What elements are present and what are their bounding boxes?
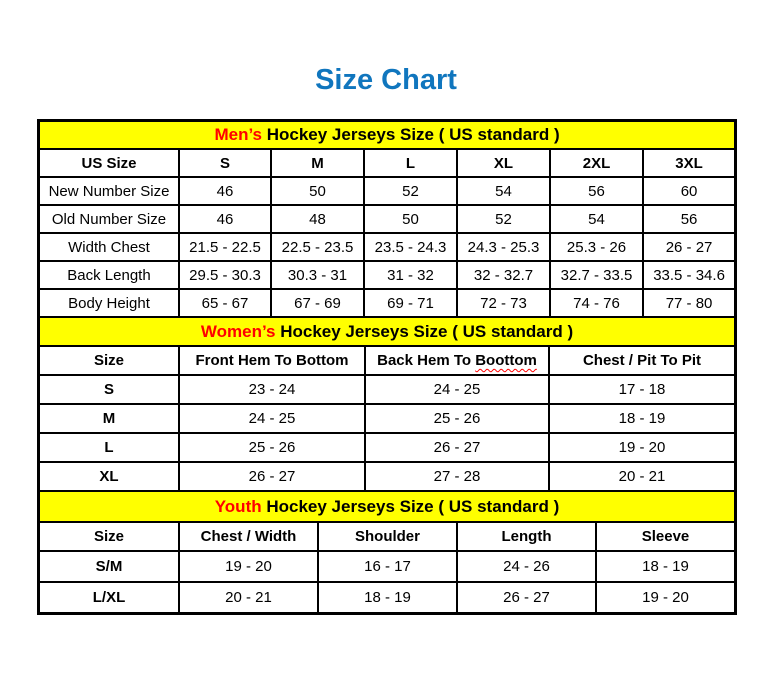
womens-banner-cell <box>39 317 735 346</box>
table-cell: 26 - 27 <box>643 233 735 261</box>
size-chart <box>37 119 737 615</box>
back-hem-prefix: Back Hem To <box>377 352 476 369</box>
mens-col-header: S <box>179 149 271 177</box>
row-label: XL <box>39 462 179 491</box>
youth-size-table <box>38 490 736 614</box>
womens-size-table <box>38 316 736 492</box>
table-cell: 32.7 - 33.5 <box>550 261 643 289</box>
row-label: L <box>39 433 179 462</box>
table-cell: 31 - 32 <box>364 261 457 289</box>
table-row <box>39 404 735 433</box>
youth-col-header: Size <box>39 522 179 551</box>
womens-banner <box>39 317 735 346</box>
mens-size-table <box>38 120 736 318</box>
table-row <box>39 551 735 582</box>
table-cell: 26 - 27 <box>365 433 549 462</box>
table-cell: 24 - 25 <box>365 375 549 404</box>
table-cell: 17 - 18 <box>549 375 735 404</box>
womens-banner-highlight: Women’s <box>200 321 276 341</box>
table-row <box>39 462 735 491</box>
table-cell: 48 <box>271 205 364 233</box>
youth-banner-cell <box>39 491 735 522</box>
row-label: Width Chest <box>39 233 179 261</box>
youth-header-row <box>39 522 735 551</box>
table-cell: 46 <box>179 205 271 233</box>
table-row <box>39 375 735 404</box>
table-cell: 56 <box>643 205 735 233</box>
table-cell: 54 <box>457 177 550 205</box>
mens-banner-highlight: Men’s <box>214 125 262 144</box>
mens-col-header: XL <box>457 149 550 177</box>
row-label: S <box>39 375 179 404</box>
mens-col-header: US Size <box>39 149 179 177</box>
table-cell: 26 - 27 <box>179 462 365 491</box>
table-row <box>39 261 735 289</box>
table-cell: 33.5 - 34.6 <box>643 261 735 289</box>
youth-col-header: Shoulder <box>318 522 457 551</box>
table-cell: 21.5 - 22.5 <box>179 233 271 261</box>
table-cell: 16 - 17 <box>318 551 457 582</box>
table-cell: 20 - 21 <box>549 462 735 491</box>
table-cell: 32 - 32.7 <box>457 261 550 289</box>
table-cell: 52 <box>457 205 550 233</box>
mens-col-header: L <box>364 149 457 177</box>
table-cell: 20 - 21 <box>179 582 318 613</box>
table-row <box>39 582 735 613</box>
table-cell: 19 - 20 <box>179 551 318 582</box>
mens-banner-text: Hockey Jerseys Size ( US standard ) <box>262 125 560 144</box>
row-label: S/M <box>39 551 179 582</box>
womens-banner-text: Hockey Jerseys Size ( US standard ) <box>275 321 574 341</box>
mens-banner-cell <box>39 121 735 149</box>
row-label: Old Number Size <box>39 205 179 233</box>
table-cell: 52 <box>364 177 457 205</box>
table-cell: 50 <box>271 177 364 205</box>
table-cell: 25 - 26 <box>179 433 365 462</box>
table-row <box>39 433 735 462</box>
page-title: Size Chart <box>315 64 457 96</box>
table-cell: 46 <box>179 177 271 205</box>
row-label: New Number Size <box>39 177 179 205</box>
table-cell: 60 <box>643 177 735 205</box>
table-cell: 25 - 26 <box>365 404 549 433</box>
table-row <box>39 233 735 261</box>
row-label: Back Length <box>39 261 179 289</box>
table-cell: 18 - 19 <box>549 404 735 433</box>
spellcheck-squiggle: Boottom <box>475 352 537 369</box>
table-cell: 27 - 28 <box>365 462 549 491</box>
youth-col-header: Chest / Width <box>179 522 318 551</box>
youth-banner <box>39 491 735 522</box>
table-cell: 22.5 - 23.5 <box>271 233 364 261</box>
row-label: Body Height <box>39 289 179 317</box>
womens-col-header: Front Hem To Bottom <box>179 346 365 375</box>
youth-col-header: Length <box>457 522 596 551</box>
youth-banner-highlight: Youth <box>214 496 262 516</box>
table-cell: 19 - 20 <box>596 582 735 613</box>
table-cell: 19 - 20 <box>549 433 735 462</box>
table-cell: 54 <box>550 205 643 233</box>
table-cell: 67 - 69 <box>271 289 364 317</box>
table-cell: 24 - 26 <box>457 551 596 582</box>
mens-col-header: M <box>271 149 364 177</box>
table-cell: 65 - 67 <box>179 289 271 317</box>
table-cell: 77 - 80 <box>643 289 735 317</box>
table-cell: 18 - 19 <box>318 582 457 613</box>
womens-col-header: Size <box>39 346 179 375</box>
table-cell: 72 - 73 <box>457 289 550 317</box>
table-cell: 74 - 76 <box>550 289 643 317</box>
mens-banner <box>39 121 735 149</box>
table-cell: 69 - 71 <box>364 289 457 317</box>
youth-col-header: Sleeve <box>596 522 735 551</box>
table-cell: 23.5 - 24.3 <box>364 233 457 261</box>
table-cell: 24.3 - 25.3 <box>457 233 550 261</box>
table-cell: 29.5 - 30.3 <box>179 261 271 289</box>
table-cell: 50 <box>364 205 457 233</box>
mens-col-header: 3XL <box>643 149 735 177</box>
womens-header-row <box>39 346 735 375</box>
youth-banner-text: Hockey Jerseys Size ( US standard ) <box>261 496 560 516</box>
table-row <box>39 289 735 317</box>
table-row <box>39 205 735 233</box>
womens-col-header: Chest / Pit To Pit <box>549 346 735 375</box>
mens-col-header: 2XL <box>550 149 643 177</box>
mens-header-row <box>39 149 735 177</box>
table-cell: 30.3 - 31 <box>271 261 364 289</box>
table-cell: 26 - 27 <box>457 582 596 613</box>
row-label: M <box>39 404 179 433</box>
table-cell: 24 - 25 <box>179 404 365 433</box>
table-cell: 23 - 24 <box>179 375 365 404</box>
table-row <box>39 177 735 205</box>
womens-col-header-misspelled <box>365 346 549 375</box>
table-cell: 25.3 - 26 <box>550 233 643 261</box>
table-cell: 18 - 19 <box>596 551 735 582</box>
table-cell: 56 <box>550 177 643 205</box>
row-label: L/XL <box>39 582 179 613</box>
